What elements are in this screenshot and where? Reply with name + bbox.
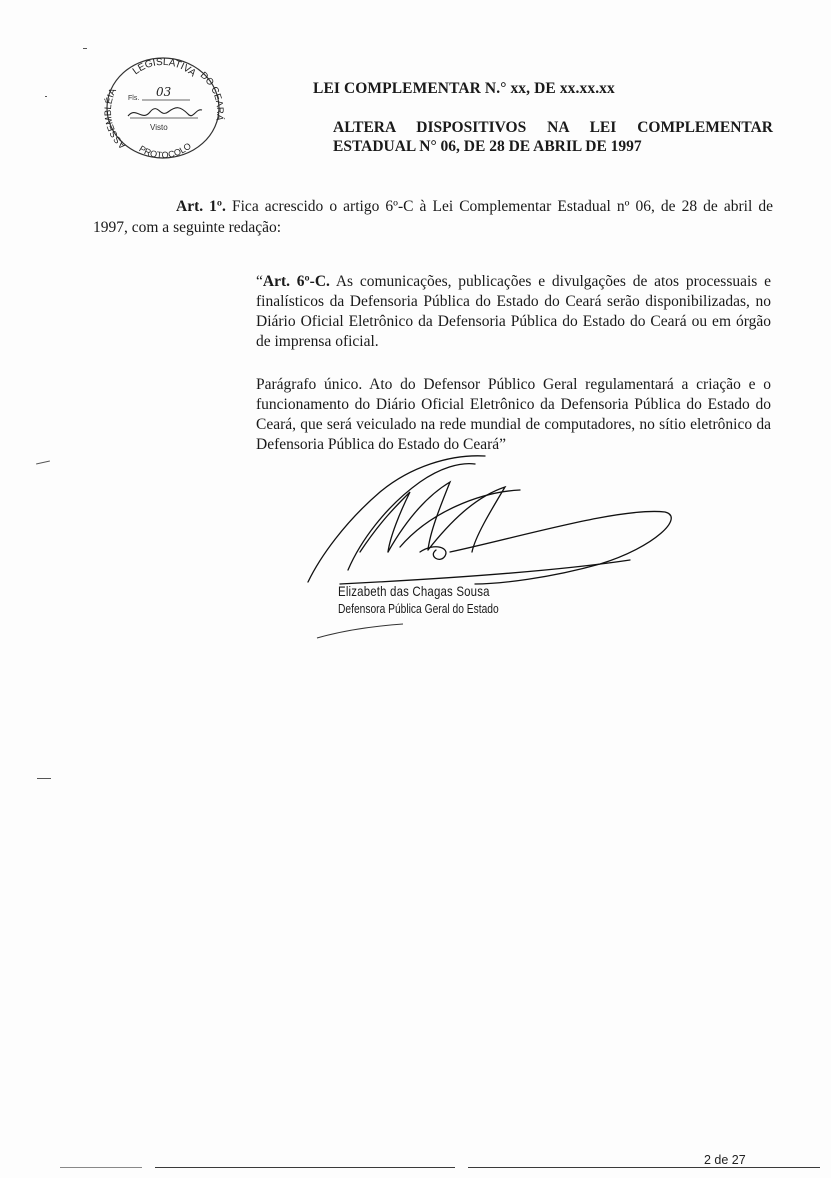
scan-mark bbox=[37, 778, 51, 779]
scan-mark bbox=[83, 48, 87, 49]
svg-text:ASSEMBLÉIA: ASSEMBLÉIA bbox=[102, 86, 129, 151]
article-1-text: Fica acrescido o artigo 6º-C à Lei Complementar Estadual nº 06, de 28 de abril de 1997, com a seguinte redação: bbox=[93, 198, 773, 236]
svg-text:LEGISLATIVA: LEGISLATIVA bbox=[130, 56, 198, 80]
signer-name: Elizabeth das Chagas Sousa bbox=[338, 583, 490, 599]
summary-line-2: ESTADUAL N° 06, DE 28 DE ABRIL DE 1997 bbox=[333, 138, 642, 155]
quoted-article-caput bbox=[256, 272, 771, 352]
signer-role: Defensora Pública Geral do Estado bbox=[338, 602, 499, 616]
page-number: 2 de 27 bbox=[704, 1153, 746, 1167]
svg-text:03: 03 bbox=[156, 85, 172, 99]
footer-rule bbox=[468, 1167, 820, 1168]
footer-rule bbox=[60, 1167, 142, 1168]
scan-mark bbox=[45, 96, 47, 97]
summary-line-1: ALTERA DISPOSITIVOS NA LEI COMPLEMENTAR bbox=[333, 119, 773, 136]
svg-text:DO CEARÁ: DO CEARÁ bbox=[197, 69, 226, 122]
sole-paragraph: Parágrafo único. Ato do Defensor Público Geral regulamentará a criação e o funcionamento do Diário Oficial Eletrônico da Defensoria Pública do Estado do Ceará, que será veiculado na rede mundial de computadores, no sítio eletrônico da Defensoria Pública do Estado do Ceará” bbox=[256, 376, 771, 453]
handwritten-signature bbox=[300, 452, 680, 592]
svg-text:Visto: Visto bbox=[150, 123, 168, 132]
quoted-article-label: Art. 6º-C. bbox=[262, 273, 330, 290]
svg-text:Fls.: Fls. bbox=[128, 95, 140, 102]
footer-rule bbox=[155, 1167, 455, 1168]
quoted-article bbox=[256, 272, 771, 455]
signature-flourish bbox=[315, 622, 405, 640]
quoted-article-text: As comunicações, publicações e divulgações de atos processuais e finalísticos da Defensoria Pública do Estado do Ceará serão disponibilizadas, no Diário Oficial Eletrônico da Defensoria Pública do Estado do Ceará ou em órgão de imprensa oficial. bbox=[256, 273, 771, 350]
protocol-stamp bbox=[98, 48, 228, 168]
law-title: LEI COMPLEMENTAR N.° xx, DE xx.xx.xx bbox=[313, 80, 615, 97]
article-1 bbox=[93, 196, 773, 238]
svg-text:PROTOCOLO: PROTOCOLO bbox=[137, 140, 194, 161]
article-1-label: Art. 1º. bbox=[176, 198, 226, 215]
open-quote: “ bbox=[256, 273, 263, 290]
law-summary bbox=[333, 118, 773, 156]
scan-mark bbox=[36, 461, 50, 465]
